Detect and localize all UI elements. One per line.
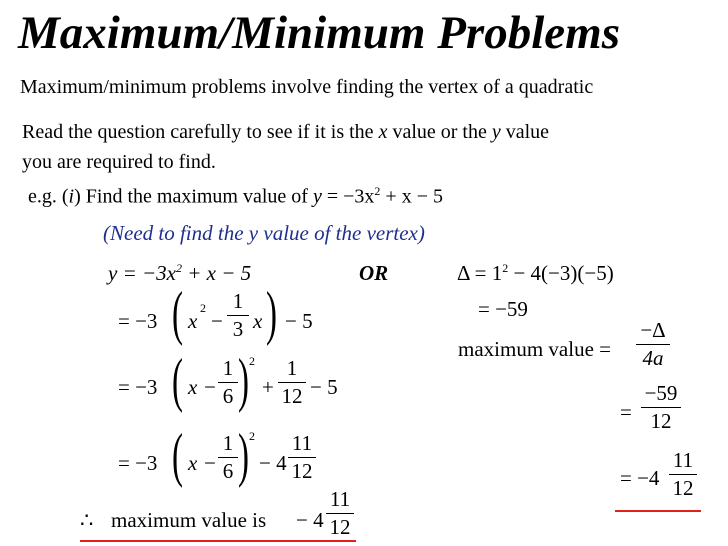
line1-part-a: y = −3x bbox=[108, 261, 176, 285]
line3-fraction2-bar bbox=[278, 382, 306, 383]
discriminant-value: = −59 bbox=[478, 297, 528, 321]
max-value-bar bbox=[636, 344, 670, 345]
line3-fraction bbox=[218, 356, 238, 409]
example-eq-tail: + x − 5 bbox=[380, 185, 443, 208]
discriminant-line bbox=[457, 261, 614, 286]
line2-x: x bbox=[188, 309, 198, 333]
instruction-x: x bbox=[378, 121, 388, 143]
line3-x: x − bbox=[188, 375, 217, 399]
line4-close-paren: ) bbox=[238, 422, 249, 488]
instruction-line-2: you are required to find. bbox=[22, 151, 216, 173]
line2-fraction-bar bbox=[227, 315, 249, 316]
line2-lead: = −3 bbox=[118, 309, 158, 333]
line3-close-paren: ) bbox=[238, 347, 249, 413]
line4-fraction2-bar bbox=[288, 457, 316, 458]
line4-minus-four: − 4 bbox=[259, 451, 287, 475]
line2-square: 2 bbox=[200, 301, 206, 315]
alt-step-equals: = bbox=[620, 400, 632, 424]
disc-part-b: − 4(−3)(−5) bbox=[508, 261, 614, 285]
instruction-line-1 bbox=[22, 121, 549, 144]
or-label: OR bbox=[359, 261, 389, 285]
line2-tail: − 5 bbox=[285, 309, 313, 333]
conclusion-lead: − 4 bbox=[296, 508, 324, 532]
alt-step-bar bbox=[641, 407, 681, 408]
vertex-note: (Need to find the y value of the vertex) bbox=[103, 221, 425, 245]
alt-step-den: 12 bbox=[650, 409, 672, 433]
line2-fraction-num: 1 bbox=[232, 289, 244, 313]
example-eq-rest: = −3x bbox=[321, 185, 375, 208]
line3-open-paren: ( bbox=[172, 347, 183, 413]
instruction-y: y bbox=[491, 121, 501, 143]
max-value-label: maximum value = bbox=[458, 337, 611, 361]
alt-answer-underline bbox=[615, 510, 701, 512]
example-prompt bbox=[28, 184, 443, 209]
line3-fraction2-num: 1 bbox=[286, 356, 298, 380]
conclusion-text: maximum value is bbox=[111, 508, 267, 532]
max-value-num: −Δ bbox=[640, 318, 666, 342]
conclusion-den: 12 bbox=[329, 515, 351, 539]
example-eq-y: y bbox=[312, 185, 322, 208]
line1-square: 2 bbox=[175, 261, 182, 275]
line4-fraction-bar bbox=[218, 457, 238, 458]
therefore-symbol: ∴ bbox=[80, 508, 94, 532]
max-value-formula bbox=[636, 318, 670, 371]
line3-tail: − 5 bbox=[310, 375, 338, 399]
example-index: i bbox=[68, 185, 75, 208]
example-lead: ) Find the maximum value of bbox=[74, 185, 313, 208]
alt-final-num: 11 bbox=[672, 448, 694, 472]
line4-x: x − bbox=[188, 451, 217, 475]
line3-fraction-den: 6 bbox=[222, 384, 234, 408]
line3-fraction-num: 1 bbox=[222, 356, 234, 380]
line2-close-paren: ) bbox=[266, 280, 277, 346]
line4-fraction bbox=[218, 431, 238, 484]
conclusion-bar bbox=[326, 513, 354, 514]
line3-fraction2-den: 12 bbox=[281, 384, 303, 408]
instruction-text-a: Read the question carefully to see if it is the bbox=[22, 121, 379, 143]
alt-final-den: 12 bbox=[672, 476, 694, 500]
line1-part-b: + x − 5 bbox=[181, 261, 252, 285]
alt-final-lead: = −4 bbox=[620, 466, 660, 490]
line4-fraction-num: 1 bbox=[222, 431, 234, 455]
line3-lead: = −3 bbox=[118, 375, 158, 399]
answer-underline bbox=[80, 540, 356, 542]
page-title: Maximum/Minimum Problems bbox=[18, 7, 620, 59]
line3-square: 2 bbox=[249, 354, 255, 368]
line4-fraction-2 bbox=[288, 431, 316, 484]
instruction-text-c: value bbox=[500, 121, 550, 143]
line2-open-paren: ( bbox=[172, 280, 183, 346]
example-eq-square: 2 bbox=[374, 184, 381, 198]
alt-step-fraction bbox=[641, 381, 681, 434]
alt-step-num: −59 bbox=[644, 381, 678, 405]
line2-x2: x bbox=[253, 309, 263, 333]
line4-fraction-den: 6 bbox=[222, 459, 234, 483]
alt-final-fraction bbox=[669, 448, 697, 501]
line4-lead: = −3 bbox=[118, 451, 158, 475]
max-value-den: 4a bbox=[642, 346, 664, 370]
line2-minus: − bbox=[211, 309, 223, 333]
line2-fraction-den: 3 bbox=[232, 317, 244, 341]
line2-fraction bbox=[227, 289, 249, 342]
example-prefix: e.g. ( bbox=[28, 185, 69, 208]
instruction-text-b: value or the bbox=[387, 121, 492, 143]
line4-square: 2 bbox=[249, 429, 255, 443]
disc-square: 2 bbox=[502, 261, 509, 275]
disc-part-a: Δ = 1 bbox=[457, 261, 503, 285]
line3-plus: + bbox=[262, 375, 274, 399]
line3-fraction-bar bbox=[218, 382, 238, 383]
line4-fraction2-num: 11 bbox=[291, 431, 313, 455]
line3-fraction-2 bbox=[278, 356, 306, 409]
line4-open-paren: ( bbox=[172, 422, 183, 488]
conclusion-fraction bbox=[326, 487, 354, 540]
intro-text: Maximum/minimum problems involve finding the vertex of a quadratic bbox=[20, 76, 594, 98]
line4-fraction2-den: 12 bbox=[291, 459, 313, 483]
conclusion-num: 11 bbox=[329, 487, 351, 511]
alt-final-bar bbox=[669, 474, 697, 475]
